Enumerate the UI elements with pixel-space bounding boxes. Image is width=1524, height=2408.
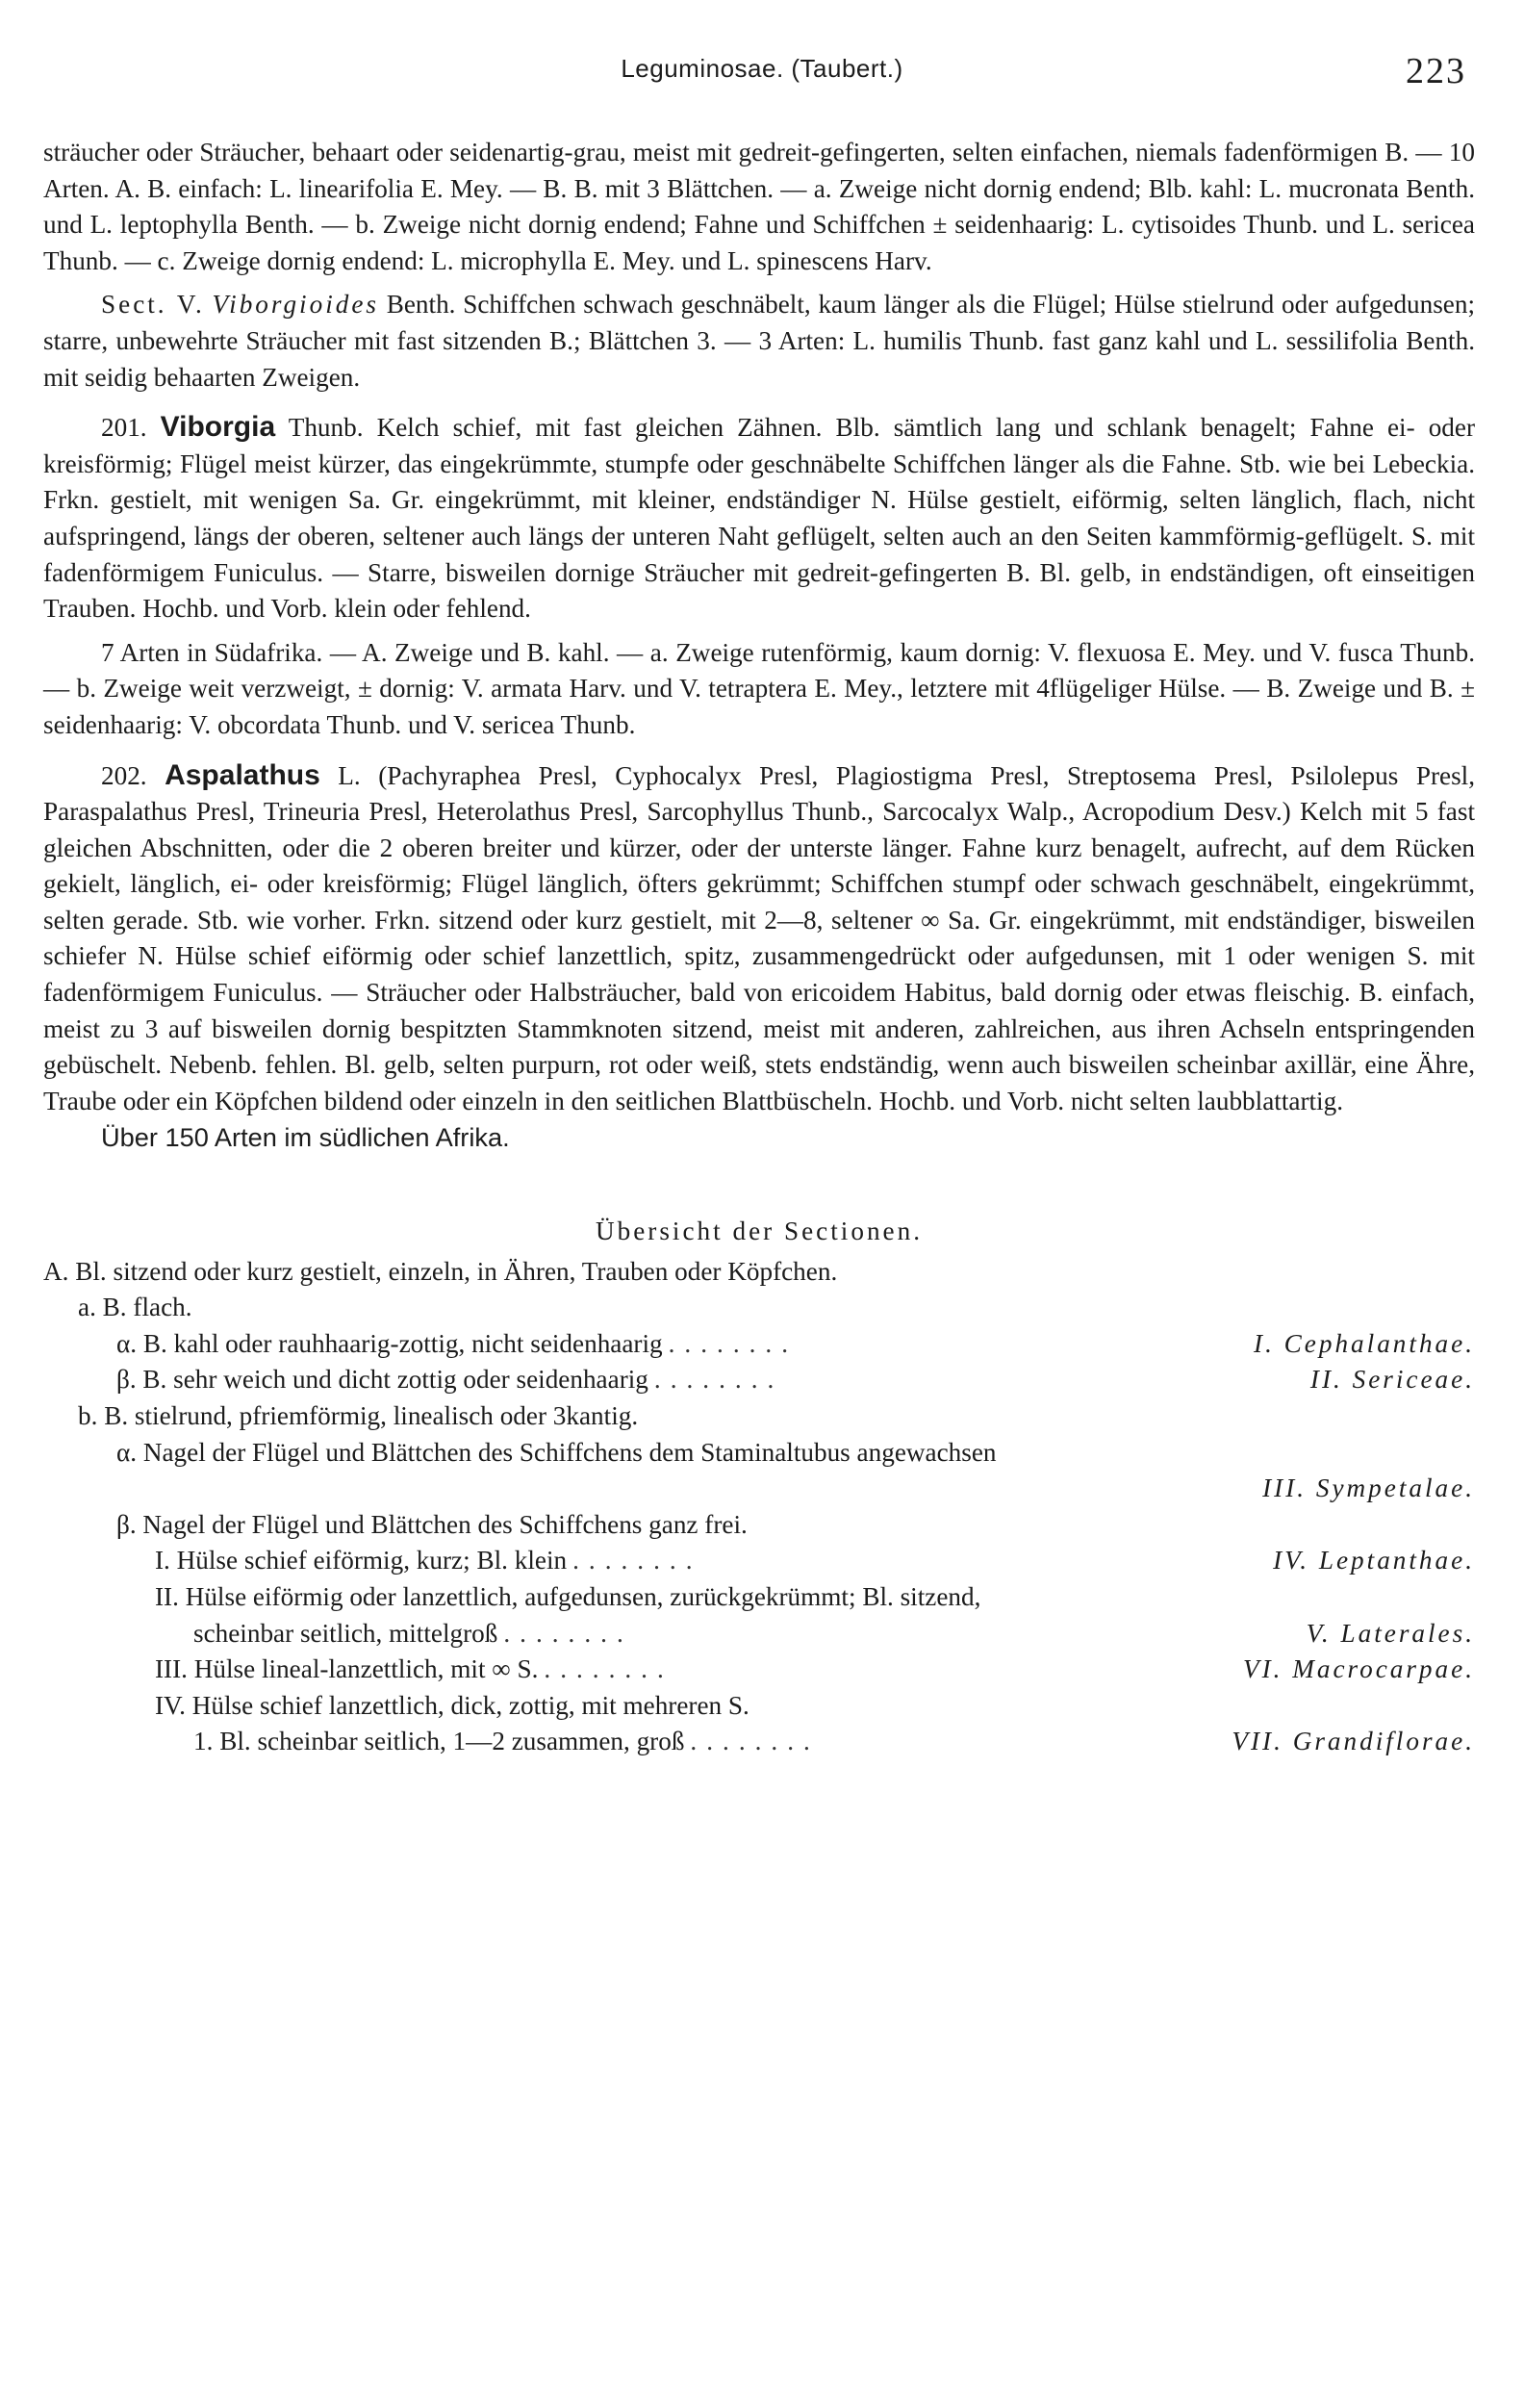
genus-name: Aspalathus [165, 758, 320, 791]
section-name: Viborgioides [212, 290, 379, 320]
key-section-macrocarpae: VI. Macrocarpae. [1242, 1654, 1475, 1684]
key-I [43, 1543, 1475, 1579]
section-label: Sect. V. [101, 290, 205, 320]
leader-dots: ........ [653, 1365, 784, 1395]
paragraph-sect-viborgioides [43, 287, 1475, 396]
paragraph-genus-aspalathus [43, 757, 1475, 1120]
key-text: α. B. kahl oder rauhhaarig-zottig, nicht seidenhaarig [116, 1328, 663, 1358]
leader-dots: ........ [668, 1328, 798, 1358]
paragraph-species-count: Über 150 Arten im südlichen Afrika. [101, 1122, 510, 1153]
key-alpha-2: α. Nagel der Flügel und Blättchen des Schiffchens dem Staminaltubus angewachsen [116, 1437, 997, 1467]
key-section-cephalanthae: I. Cephalanthae. [1254, 1328, 1475, 1358]
genus-description: Thunb. Kelch schief, mit fast gleichen Zähnen. Blb. sämtlich lang und schlank benagelt; Fahne ei- oder kreisförmig; Flügel meist kürzer, das eingekrümmte, stumpfe oder geschnäbelte Schiffchen länger als die Fahne. Stb. wie bei Lebeckia. Frkn. gestielt, mit wenigen Sa. Gr. eingekrümmt, mit kleiner, endständiger N. Hülse gestielt, eiförmig, selten länglich, flach, nicht aufspringend, längs der oberen, seltener auch längs der unteren Naht geflügelt, selten auch an den Seiten kammförmig-geflügelt. S. mit fadenförmigem Funiculus. — Starre, bisweilen dornige Sträucher mit gedreit-gefingerten B. Bl. gelb, in endständigen, oft einseitigen Trauben. Hochb. und Vorb. klein oder fehlend. [43, 413, 1476, 624]
overview-title: Übersicht der Sectionen. [595, 1217, 923, 1246]
leader-dots: ........ [503, 1618, 633, 1648]
key-section-grandiflorae: VII. Grandiflorae. [1232, 1727, 1475, 1756]
paragraph-lebeckia-species: sträucher oder Sträucher, behaart oder seidenartig-grau, meist mit gedreit-gefingerten, selten einfachen, niemals fadenförmigen B. — 10 Arten. A. B. einfach: L. linearifolia E. Mey. — B. B. mit 3 Blättchen. — a. Zweige nicht dornig endend; Blb. kahl: L. mucronata Benth. und L. leptophylla Benth. — b. Zweige nicht dornig endend; Fahne und Schiffchen ± seidenhaarig: L. cytisoides Thunb. und L. sericea Thunb. — c. Zweige dornig endend: L. microphylla E. Mey. und L. spinescens Harv. [43, 138, 1475, 275]
key-III [43, 1652, 1475, 1688]
leader-dots: ........ [544, 1654, 673, 1684]
genus-description: L. (Pachyraphea Presl, Cyphocalyx Presl, Plagiostigma Presl, Streptosema Presl, Psilolepus Presl, Paraspalathus Presl, Trineuria Presl, Heterolathus Presl, Sarcophyllus Thunb., Sarcocalyx Walp., Acropodium Desv.) Kelch mit 5 fast gleichen Abschnitten, oder die 2 oberen breiter und kürzer, oder der unterste länger. Fahne kurz benagelt, aufrecht, auf dem Rücken gekielt, länglich, ei- oder kreisförmig; Flügel länglich, öfters gekrümmt; Schiffchen stumpf oder schwach geschnäbelt, eingekrümmt, selten gerade. Stb. wie vorher. Frkn. sitzend oder kurz gestielt, mit 2—8, seltener ∞ Sa. Gr. eingekrümmt, mit endständiger, bisweilen schiefer N. Hülse schief eiförmig oder schief lanzettlich, spitz, zusammengedrückt oder aufgedunsen, mit 1 oder wenigen S. mit fadenförmigem Funiculus. — Sträucher oder Halbsträucher, bald von ericoidem Habitus, bald dornig oder etwas fleischig. B. einfach, meist zu 3 auf bisweilen dornig bespitzten Stammknoten sitzend, meist mit anderen, zahlreichen, aus ihren Achseln entspringenden gebüschelt. Nebenb. fehlen. Bl. gelb, selten purpurn, rot oder weiß, stets endständig, wenn auch bisweilen scheinbar axillär, eine Ähre, Traube oder ein Köpfchen bildend oder einzeln in den seitlichen Blattbüscheln. Hochb. und Vorb. nicht selten laubblattartig. [43, 760, 1475, 1115]
key-text: scheinbar seitlich, mittelgroß [193, 1618, 498, 1648]
page-header [0, 50, 1524, 98]
key-text: III. Hülse lineal-lanzettlich, mit ∞ S. [155, 1654, 539, 1684]
key-section-sympetalae: III. Sympetalae. [1262, 1473, 1475, 1503]
key-section-laterales: V. Laterales. [1306, 1618, 1475, 1648]
key-A: A. Bl. sitzend oder kurz gestielt, einzeln, in Ähren, Trauben oder Köpfchen. [43, 1256, 838, 1286]
paragraph-genus-viborgia [43, 409, 1475, 628]
page-body [43, 135, 1475, 1760]
key-IV: IV. Hülse schief lanzettlich, dick, zottig, mit mehreren S. [155, 1690, 749, 1720]
genus-name: Viborgia [160, 411, 276, 444]
key-text: β. B. sehr weich und dicht zottig oder seidenhaarig [116, 1365, 648, 1395]
genus-number: 202. [101, 760, 147, 790]
key-b: b. B. stielrund, pfriemförmig, linealisch oder 3kantig. [78, 1401, 639, 1430]
key-beta-1 [43, 1362, 1475, 1398]
key-section-leptanthae: IV. Leptanthae. [1273, 1546, 1475, 1575]
key-beta-2: β. Nagel der Flügel und Blättchen des Schiffchens ganz frei. [116, 1509, 748, 1539]
page-number: 223 [1406, 51, 1466, 91]
key-a: a. B. flach. [78, 1293, 192, 1322]
key-alpha-1 [43, 1326, 1475, 1363]
genus-number: 201. [101, 413, 147, 443]
key-section-sericeae: II. Sericeae. [1309, 1365, 1475, 1395]
section-text: Benth. Schiffchen schwach geschnäbelt, kaum länger als die Flügel; Hülse stielrund oder aufgedunsen; starre, unbewehrte Sträucher mit fast sitzenden B.; Blättchen 3. — 3 Arten: L. humilis Thunb. fast ganz kahl und L. sessilifolia Benth. mit seidig behaarten Zweigen. [43, 290, 1476, 392]
leader-dots: ........ [572, 1546, 702, 1575]
key-text: I. Hülse schief eiförmig, kurz; Bl. klein [155, 1546, 568, 1575]
running-head: Leguminosae. (Taubert.) [621, 54, 903, 83]
key-II-line1: II. Hülse eiförmig oder lanzettlich, aufgedunsen, zurückgekrümmt; Bl. sitzend, [155, 1581, 981, 1611]
key-II-line2 [43, 1616, 1475, 1652]
paragraph-viborgia-species: 7 Arten in Südafrika. — A. Zweige und B. kahl. — a. Zweige rutenförmig, kaum dornig: V. flexuosa E. Mey. und V. fusca Thunb. — b. Zweige weit verzweigt, ± dornig: V. armata Harv. und V. tetraptera E. Mey., letztere mit 4flügeliger Hülse. — B. Zweige und B. ± seidenhaarig: V. obcordata Thunb. und V. sericea Thunb. [43, 637, 1475, 739]
leader-dots: ........ [690, 1727, 820, 1756]
key-IV-1 [43, 1724, 1475, 1760]
key-text: 1. Bl. scheinbar seitlich, 1—2 zusammen, groß [193, 1727, 685, 1756]
